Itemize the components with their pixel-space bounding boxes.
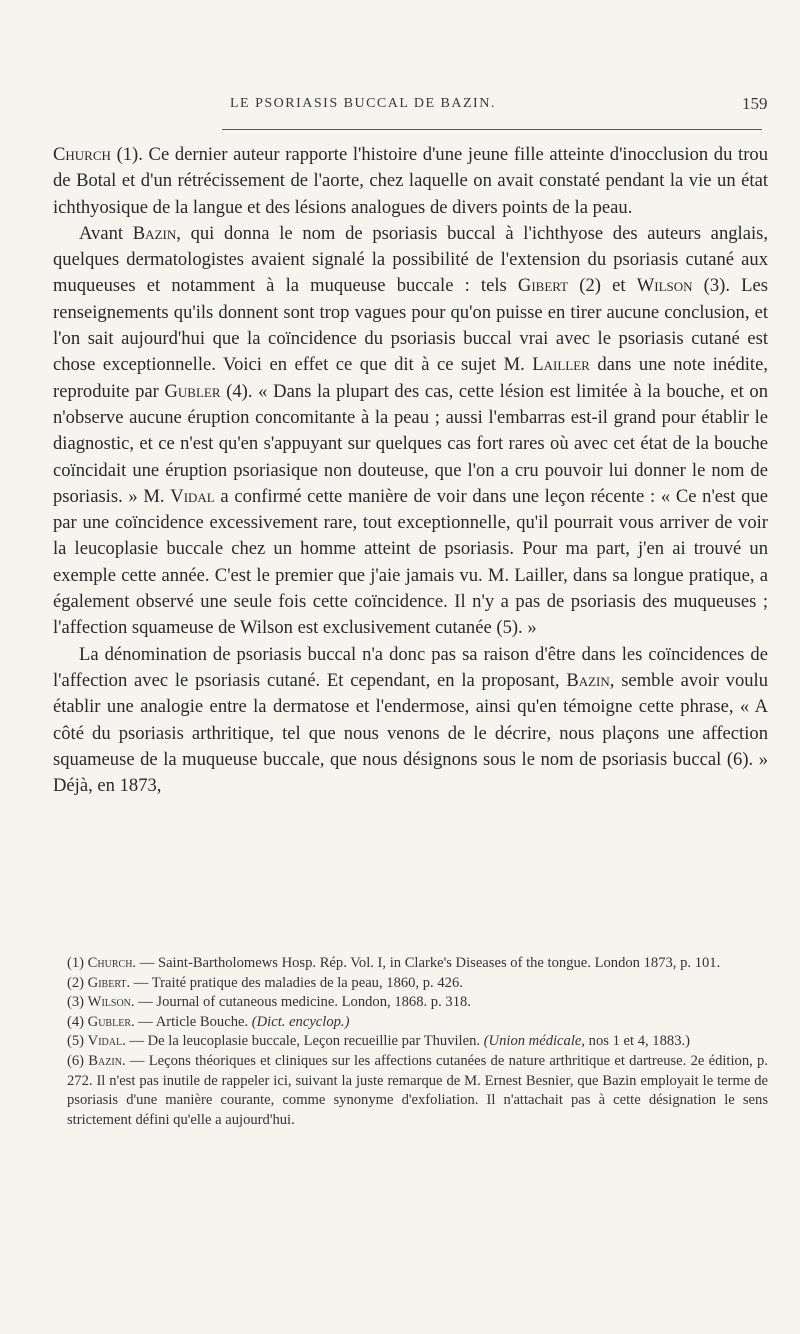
text-run: (2) et [568,275,637,297]
footnote-author: Vidal [87,1033,123,1050]
footnote-text: . — Journal of cutaneous medicine. London, 1868. p. 318. [130,994,471,1011]
author-vidal: Vidal [170,485,215,507]
running-title: LE PSORIASIS BUCCAL DE BAZIN. [230,96,496,111]
text-run: Avant [79,222,133,244]
footnote-text: nos 1 et 4, 1883.) [585,1033,691,1050]
main-text [53,142,768,799]
footnote-4 [53,1013,768,1033]
header-rule [222,129,762,130]
author-church: Church [53,144,111,165]
paragraph-1 [53,142,768,221]
footnote-1 [53,954,768,974]
footnote-number: (3) [67,994,88,1011]
footnotes [53,954,768,1130]
author-gibert: Gibert [517,275,569,297]
footnote-text: . — De la leucoplasie buccale, Leçon recueillie par Thuvilen. [122,1033,484,1050]
text-run: (3). Les renseignements qu'ils donnent sont trop vagues pour qu'on puisse en tirer aucune conclusion, et l'on sait aujourd'hui que la coïncidence du psoriasis buccal vrai avec le psoriasis cutané est chose exceptionnelle. Voici en effet ce que dit à ce sujet M. [53,275,768,376]
paragraph-2 [53,221,768,642]
footnote-3 [53,993,768,1013]
footnote-number: (4) [67,1013,88,1030]
text-run: dans une note inédite, reproduite par [53,354,769,402]
footnote-number: (2) [67,974,88,991]
text-run: , semble avoir voulu établir une analogie entre la dermatose et l'endermose, ainsi qu'en témoigne cette phrase, « A côté du psoriasis arthritique, tel que nous venons de le décrire, nous plaçons une affection squameuse de la muqueuse buccale, que nous désignons sous le nom de psoriasis buccal (6). » Déjà, en 1873, [53,669,768,797]
footnote-author: Wilson [87,994,131,1011]
footnote-number: (1) [67,955,88,971]
footnote-author: Gubler [87,1013,131,1030]
footnote-number: (5) [67,1033,88,1050]
footnote-italic: (Union médicale, [483,1033,586,1050]
footnote-author: Bazin [88,1052,122,1069]
author-gubler: Gubler [164,380,221,402]
footnote-author: Gibert [87,974,127,991]
author-lailler: Lailler [532,354,590,376]
footnote-text: . — Article Bouche. [131,1013,252,1030]
author-bazin: Bazin [132,222,177,244]
footnote-italic: (Dict. encyclop.) [251,1013,350,1030]
footnote-text: . — Leçons théoriques et cliniques sur les affections cutanées de nature arthritique et dartreuse. 2e édition, p. 272. Il n'est pas inutile de rappeler ici, suivant la juste remarque de M. Ernest Besnier, que Bazin employait le terme de psoriasis d'une manière courante, comme synonyme d'exfoliation. Il n'attachait pas à cette désignation le sens strictement défini qu'elle a aujourd'hui. [67,1052,768,1128]
text-run: (4). « Dans la plupart des cas, cette lésion est limitée à la bouche, et on n'observe aucune éruption concomitante à la peau ; aussi l'embarras est-il grand pour établir le diagnostic, et ce n'est qu'en s'appuyant sur quelques cas fort rares où avec cet état de la bouche coïncidait une éruption psoriasique non douteuse, que l'on a cru pouvoir lui donner le nom de psoriasis. » M. [53,380,769,507]
footnote-text: . — Traité pratique des maladies de la peau, 1860, p. 426. [126,974,463,991]
running-head [0,96,800,120]
footnote-6 [53,1052,768,1130]
paragraph-3 [53,642,768,800]
footnote-2 [53,974,768,994]
footnote-author: Church [87,955,133,971]
text-run: La dénomination de psoriasis buccal n'a donc pas sa raison d'être dans les coïncidences de l'affection avec le psoriasis cutané. Et cependant, en la proposant, [53,643,768,691]
author-wilson: Wilson [636,275,693,297]
page-number: 159 [742,94,768,113]
paragraph-1-text: (1). Ce dernier auteur rapporte l'histoire d'une jeune fille atteinte d'inocclusion du trou de Botal et d'un rétrécissement de l'aorte, chez laquelle on avait constaté pendant la vie un état ichthyosique de la langue et des lésions analogues de divers points de la peau. [53,144,768,218]
footnote-text: . — Saint-Bartholomews Hosp. Rép. Vol. I, in Clarke's Diseases of the tongue. London 1873, p. 101. [132,955,721,971]
text-run: a confirmé cette manière de voir dans une leçon récente : « Ce n'est que par une coïncidence excessivement rare, tout exceptionnelle, qu'il pourrait vous arriver de voir la leucoplasie buccale chez un homme atteint de psoriasis. Pour ma part, j'en ai trouvé un exemple cette année. C'est le premier que j'aie jamais vu. M. Lailler, dans sa longue pratique, a également observé une seule fois cette coïncidence. Il n'y a pas de psoriasis des muqueuses ; l'affection squameuse de Wilson est exclusivement cutanée (5). » [53,485,768,639]
author-bazin: Bazin [566,669,610,691]
footnote-number: (6) [67,1052,89,1069]
footnote-5 [53,1032,768,1052]
text-run: , qui donna le nom de psoriasis buccal à l'ichthyose des auteurs anglais, quelques dermatologistes avaient signalé la possibilité de l'extension du psoriasis cutané aux muqueuses et notamment à la muqueuse buccale : tels [53,222,769,297]
